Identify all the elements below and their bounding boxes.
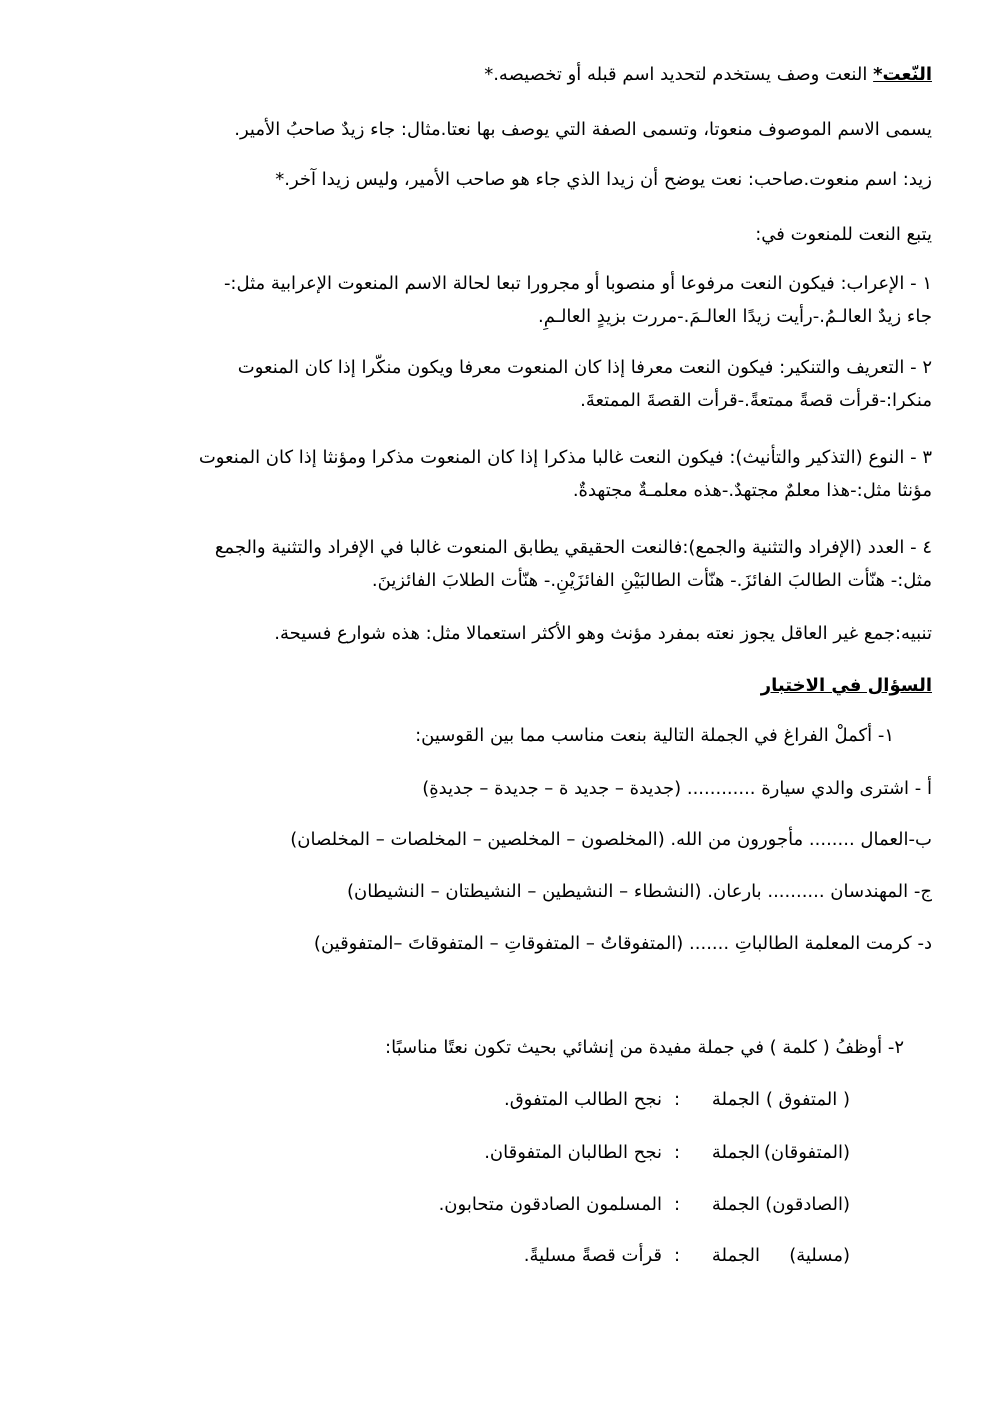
note-text: تنبيه:جمع غير العاقل يجوز نعته بمفرد مؤنث وهو الأكثر استعمالا مثل: هذه شوارع فسيحة.: [274, 623, 932, 644]
q2-colon: :: [673, 1142, 681, 1163]
q2-colon: :: [673, 1194, 681, 1215]
rule-4-line-1: ٤ - العدد (الإفراد والتثنية والجمع):فالنعت الحقيقي يطابق المنعوت غالبا في الإفراد والتثنية والجمع: [214, 537, 932, 558]
q2-row: [504, 1083, 850, 1116]
q2-sentence: نجح الطالبان المتفوقان.: [484, 1142, 662, 1163]
q1-item-c: ج- المهندسان .......... بارعان. (النشطاء – النشيطين – النشيطتان – النشيطان): [347, 881, 932, 902]
q2-colon: :: [673, 1245, 681, 1266]
q2-label: الجملة: [711, 1089, 760, 1110]
q1-item-a: أ - اشترى والدي سيارة ............ (جديدة – جديد ة – جديدة – جديدةِ): [422, 778, 932, 799]
rule-2-line-1: ٢ - التعريف والتنكير: فيكون النعت معرفا إذا كان المنعوت معرفا ويكون منكّرا إذا كان المنعوت: [237, 357, 932, 378]
rule-1-line-1: ١ - الإعراب: فيكون النعت مرفوعا أو منصوبا أو مجرورا تبعا لحالة الاسم المنعوت الإعرابية مثل:-: [223, 273, 932, 294]
q1-item-b: ب-العمال ........ مأجورون من الله. (المخلصون – المخلصين – المخلصات – المخلصان): [290, 829, 932, 850]
q2-label: الجملة: [711, 1245, 760, 1266]
q2-label: الجملة: [711, 1194, 760, 1215]
q2-prompt: ٢- أوظفُ ( كلمة ) في جملة مفيدة من إنشائي بحيث تكون نعتًا مناسبًا:: [385, 1037, 904, 1058]
q2-sentence: نجح الطالب المتفوق.: [503, 1089, 662, 1110]
q2-colon: :: [673, 1089, 681, 1110]
intro-definition-line: [62, 58, 932, 91]
q2-word: (المتفوقان): [763, 1142, 850, 1163]
rule-2-line-2: منكرا:-قرأت قصةً ممتعةً.-قرأت القصةَ الممتعةَ.: [580, 390, 932, 411]
q2-row: [439, 1188, 850, 1221]
rule-2: [62, 351, 932, 417]
rule-3-line-2: مؤنثا مثل:-هذا معلمٌ مجتهدٌ.-هذه معلمـةٌ مجتهدةٌ.: [572, 480, 932, 501]
rule-4-line-2: مثل:- هنّأت الطالبَ الفائزَ.- هنّأت الطالبَيْنِ الفائزَيْنِ.- هنّأت الطلابَ الفائزينَ.: [371, 570, 932, 591]
rule-1-line-2: جاء زيدٌ العالـمُ.-رأيت زيدًا العالـمَ.-مررت بزيدٍ العالـمِ.: [537, 306, 932, 327]
follows-text: يتبع النعت للمنعوت في:: [755, 224, 932, 245]
q2-row: [524, 1239, 850, 1272]
q2-word: (مسلية): [789, 1245, 850, 1266]
rule-3-line-1: ٣ - النوع (التذكير والتأنيث): فيكون النعت غالبا مذكرا إذا كان المنعوت مذكرا ومؤنثا إذا كان المنعوت: [198, 447, 932, 468]
q2-word: ( المتفوق ): [765, 1089, 850, 1110]
naming-text: يسمى الاسم الموصوف منعوتا، وتسمى الصفة التي يوصف بها نعتا.مثال: جاء زيدٌ صاحبُ الأمير.: [234, 119, 932, 140]
rule-4: [62, 531, 932, 597]
section-title: النّعت*: [873, 64, 932, 85]
q2-label: الجملة: [711, 1142, 760, 1163]
q2-sentence: المسلمون الصادقون متحابون.: [438, 1194, 662, 1215]
q2-word: (الصادقون): [765, 1194, 850, 1215]
q1-item-d: د- كرمت المعلمة الطالباتِ ....... (المتفوقاتُ – المتفوقاتِ – المتفوقاتَ –المتفوقين): [313, 933, 932, 954]
q2-sentence: قرأت قصةً مسليةً.: [523, 1245, 662, 1266]
definition-text: النعت وصف يستخدم لتحديد اسم قبله أو تخصيصه.*: [484, 64, 868, 85]
rule-1: [62, 267, 932, 333]
exam-heading: السؤال في الاختبار: [760, 675, 932, 696]
q2-row: [484, 1136, 850, 1169]
explanation-text: زيد: اسم منعوت.صاحب: نعت يوضح أن زيدا الذي جاء هو صاحب الأمير، وليس زيدا آخر.*: [275, 169, 932, 190]
q1-prompt: ١- أكملْ الفراغ في الجملة التالية بنعت مناسب مما بين القوسين:: [415, 725, 894, 746]
rule-3: [62, 441, 932, 507]
